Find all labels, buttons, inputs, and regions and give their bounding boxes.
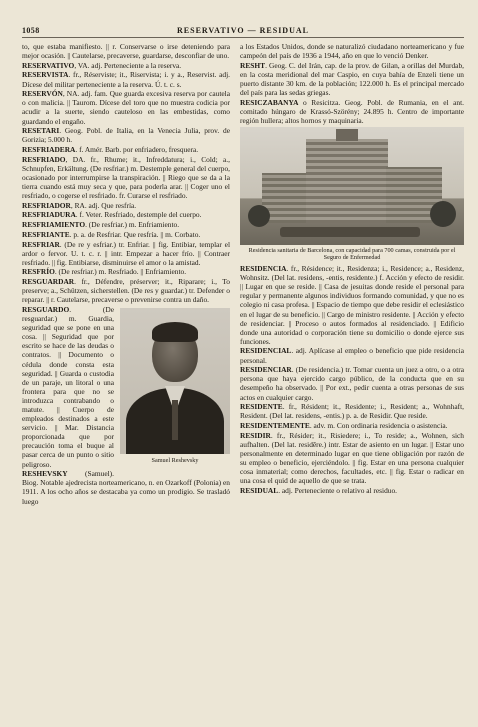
- portrait-photo: [120, 308, 230, 454]
- right-column: [240, 42, 464, 717]
- running-title: RESERVATIVO — RESIDUAL: [177, 26, 309, 35]
- entry: RESFRIAR. (De re y esfriar.) tr. Enfriar. || fig. Entibiar, templar el ardor o fervor. U. t. c. r. || intr. Empezar a hacer frío. || Contraer resfriado. || fig. Entibiarse, disminuirse el amor o la amistad.: [22, 239, 230, 267]
- entry: RESFRIADERA. f. Amér. Barb. por enfriadero, fresquera.: [22, 145, 199, 154]
- building-caption: Residencia sanitaria de Barcelona, con capacidad para 700 camas, construida por el Seguro de Enfermedad: [248, 247, 456, 262]
- page-header: [22, 24, 464, 38]
- building-figure: [240, 127, 464, 261]
- entry: RESERVISTA. fr., Réserviste; it., Riservista; i. y a., Reservist. adj. Dícese del militar perteneciente a la reserva. Ú. t. c. s.: [22, 70, 230, 89]
- entry: RESHEVSKY (Samuel). Biog. Notable ajedrecista norteamericano, n. en Ozarkoff (Polonia) en 1911. A los ocho años se destacaba ya como un prodigio. Se trasladó luego: [22, 469, 230, 506]
- entry: RESIDENTEMENTE. adv. m. Con ordinaria residencia o asistencia.: [240, 421, 448, 430]
- entry: RESGUARDAR. fr., Défendre, préserver; it., Riparare; i., To preserve; a., Schützen, sicherstellen. (De res y guardar.) tr. Defender o reparar. || r. Cautelarse, precaverse o prevenirse contra un daño.: [22, 277, 230, 305]
- entry: RESIDENCIA. fr., Résidence; it., Residenza; i., Residence; a., Residenz, Wohnsitz. (Del lat. residens, -entis, residente.) f. Acción y efecto de residir. || Lugar en que se reside. || Casa de jesuitas donde reside el personal para regular y permanente algunos individuos formando comunidad, y que no es colegio ni casa profesa. || Espacio de tiempo que debe residir el eclesiástico en el lugar de su beneficio. || Cargo de ministro residente. || Acción y efecto de residenciar. || Proceso o autos formados al residenciado. || Edificio donde una autoridad o corporación tiene su domicilio o donde ejerce sus funciones.: [240, 264, 464, 346]
- entry: RESICZABANYA o Resicitza. Geog. Pobl. de Rumania, en el ant. comitado húngaro de Krassó-Szörény; 24.895 h. Centro de importante región hullera; altos hornos y maquinaria.: [240, 97, 464, 125]
- entry: RESIDUAL. adj. Perteneciente o relativo al residuo.: [240, 485, 398, 495]
- entry: RESGUARDO. (De resguardar.) m. Guardia, seguridad que se pone en una cosa. || Seguridad que por escrito se hace de las deudas o contratos. || Documento o cédula donde consta esta seguridad. || Guarda o custodia de un paraje, un litoral o una frontera para que no se introduzca contrabando o matute. || Cuerpo de empleados destinados a este servicio. || Mar. Distancia proporcionada que por precaución toma el buque al pasar cerca de un punto o sitio peligroso.: [22, 304, 114, 469]
- portrait-caption: Samuel Reshevsky: [151, 456, 199, 464]
- entry: RESETARI. Geog. Pobl. de Italia, en la Venecia Julia, prov. de Gorizia; 5.000 h.: [22, 126, 230, 145]
- header-rule: [22, 37, 464, 38]
- entry: RESFRÍO. (De resfriar.) m. Resfriado. || Enfriamiento.: [22, 267, 187, 277]
- entry: RESFRIADURA. f. Veter. Resfriado, destemple del cuerpo.: [22, 210, 202, 220]
- building-photo: [240, 127, 464, 245]
- entry: RESERVÓN, NA. adj. fam. Que guarda excesiva reserva por cautela o con malicia. || Taurom. Dícese del toro que no muestra codicia por acudir a la suerte, siendo cauteloso en las embestidas, como guardando el engaño.: [22, 89, 230, 126]
- entry: to, que estaba manifiesto. || r. Conservarse o irse deteniendo para mejor ocasión. || Cautelarse, precaverse, guardarse, desconfiar de uno.: [22, 42, 230, 61]
- entry: RESFRIAMIENTO. (De resfriar.) m. Enfriamiento.: [22, 220, 180, 230]
- entry: RESIDENTE. fr., Résident; it., Residente; i., Resident; a., Wohnhaft, Resident. (Del lat. residens, -entis.) p. a. de Residir. Que reside.: [240, 402, 464, 421]
- entry: RESFRIADOR, RA. adj. Que resfría.: [22, 200, 137, 210]
- portrait-figure: [120, 308, 230, 470]
- entry: RESIDENCIAL. adj. Aplícase al empleo o beneficio que pide residencia personal.: [240, 346, 464, 365]
- entry: RESIDIR. fr., Résider; it., Risiedere; i., To reside; a., Wohnen, sich aufhalten. (Del lat. residēre.) intr. Estar de asiento en un lugar. || Estar uno personalmente en determinado lugar en que tiene obligación por razón de su empleo o beneficio, ejerciéndolo. || fig. Estar en una persona cualquier cosa inmaterial; como derechos, facultades, etc. || fig. Estar o radicar en una cosa el quid de aquello de que se trata.: [240, 430, 464, 486]
- page-number: 1058: [22, 26, 40, 35]
- entry: RESIDENCIAR. (De residencia.) tr. Tomar cuenta un juez a otro, o a otra persona que haya ejercido cargo público, de la conducta que en su desempeño ha observado. || Por ext., pedir cuenta a otras personas de sus actos en cualquier cargo.: [240, 365, 464, 402]
- entry: RESFRIADO, DA. fr., Rhume; it., Infreddatura; i., Cold; a., Schnupfen, Erkältung. (De resfriar.) m. Destemple general del cuerpo, ocasionado por interrumpirse la transpiración. || Riego que se da a la tierra cuando está muy seca y que, para poderla arar. || Coger uno el resfriado, o cogerse el resfriado. fr. Curarse el resfriado.: [22, 154, 230, 201]
- left-column: [22, 42, 230, 717]
- entry: RESERVATIVO, VA. adj. Perteneciente a la reserva.: [22, 60, 182, 70]
- entry: RESFRIANTE. p. a. de Resfriar. Que resfría. || m. Corbato.: [22, 229, 201, 239]
- entry: a los Estados Unidos, donde se naturalizó ciudadano norteamericano y fue campeón del país de 1936 a 1944, año en que lo venció Denker.: [240, 42, 464, 61]
- entry: RESHT. Geog. C. del Irán, cap. de la prov. de Gilan, a orillas del Murdab, en la costa meridional del mar Caspio, en cuya bahía de Enzeli tiene un puerto distante 30 km. de la población; 122.000 h. Es el principal mercado del país para las sedas griegas.: [240, 60, 464, 98]
